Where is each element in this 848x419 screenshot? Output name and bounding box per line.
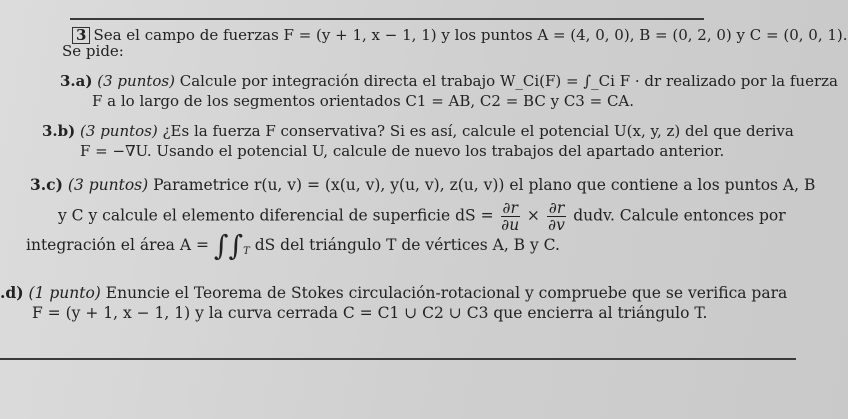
partial-v-den: ∂v (548, 216, 565, 234)
part-c-text2a: y C y calcule el elemento diferencial de superficie dS = (58, 206, 494, 225)
partial-r-num-1: ∂r (502, 199, 518, 217)
cross-product-symbol: × (526, 206, 540, 225)
exercise-statement: Sea el campo de fuerzas F = (y + 1, x − 1, 1) y los puntos A = (4, 0, 0), B = (0, 2, 0) y C = (0, 0, 1). (93, 26, 848, 44)
partial-r-u-fraction (501, 200, 520, 233)
part-a-label: 3.a) (60, 72, 93, 90)
part-c-text3b: dS del triángulo T de vértices A, B y C. (254, 236, 560, 254)
part-b-text1: ¿Es la fuerza F conservativa? Si es así, calcule el potencial U(x, y, z) del que deriva (162, 122, 794, 140)
part-b-points: (3 puntos) (80, 122, 158, 140)
part-d-points: (1 punto) (28, 284, 101, 302)
exercise-header-line2: Se pide: (62, 42, 124, 60)
exercise-number-box: 3 (72, 27, 90, 44)
part-c-line2 (58, 200, 786, 233)
part-c-label: 3.c) (30, 175, 63, 194)
exercise-header-line1 (72, 26, 848, 44)
part-d-text1: Enuncie el Teorema de Stokes circulación-rotacional y compruebe que se verifica para (105, 284, 788, 302)
top-rule (70, 18, 704, 20)
part-b-line2: F = −∇U. Usando el potencial U, calcule de nuevo los trabajos del apartado anterior. (80, 142, 725, 160)
part-d-label: .d) (0, 283, 24, 302)
partial-r-num-2: ∂r (548, 199, 565, 217)
part-d-line1 (0, 284, 787, 302)
partial-u-den: ∂u (501, 216, 520, 234)
part-b-line1 (42, 122, 794, 140)
part-b-label: 3.b) (42, 122, 76, 140)
bottom-rule (0, 358, 796, 360)
part-a-text1: Calcule por integración directa el trabajo W_Ci(F) = ∫_Ci F · dr realizado por la fuerza (179, 72, 838, 90)
part-c-points: (3 puntos) (67, 176, 149, 194)
partial-r-v-fraction (547, 200, 566, 233)
part-c-line1 (30, 176, 815, 194)
double-integral-symbol: ∫∫ (213, 229, 244, 262)
part-d-line2: F = (y + 1, x − 1, 1) y la curva cerrada C = C1 ∪ C2 ∪ C3 que encierra al triángulo T. (32, 304, 708, 322)
part-c-line3 (26, 229, 560, 262)
part-c-text1: Parametrice r(u, v) = (x(u, v), y(u, v), z(u, v)) el plano que contiene a los puntos A, B (153, 176, 816, 194)
part-a-line1 (60, 72, 838, 90)
integral-domain-T: T (243, 246, 250, 257)
part-c-text2b: dudv. Calcule entonces por (573, 206, 786, 225)
part-c-text3a: integración el área A = (26, 236, 209, 254)
part-a-line2: F a lo largo de los segmentos orientados C1 = AB, C2 = BC y C3 = CA. (92, 92, 635, 110)
part-a-points: (3 puntos) (97, 72, 175, 90)
